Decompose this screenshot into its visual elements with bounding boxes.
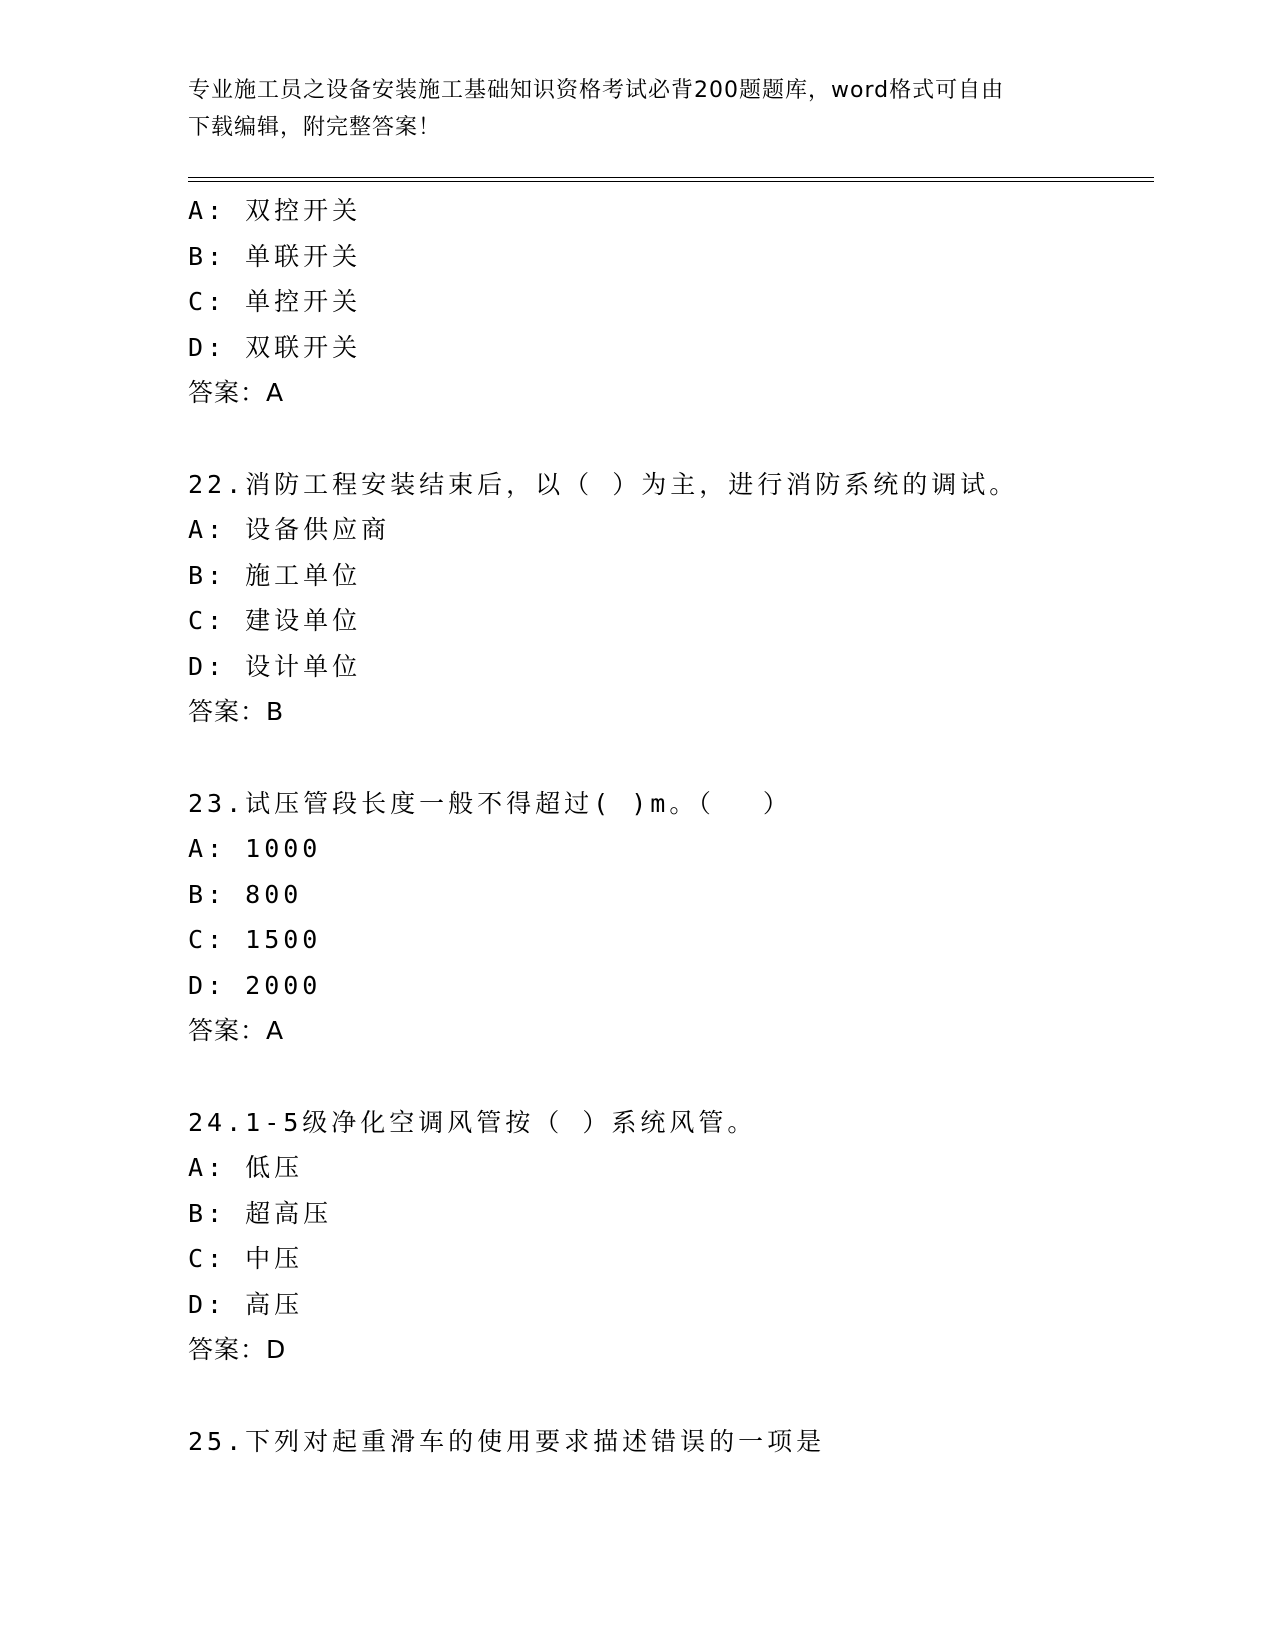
option-c: C: 单控开关 xyxy=(188,287,362,316)
option-b: B: 单联开关 xyxy=(188,241,362,271)
question-stem: 22.消防工程安装结束后，以（ ）为主，进行消防系统的调试。 xyxy=(188,469,1019,499)
option-a: A: 设备供应商 xyxy=(188,515,391,544)
question-24-block xyxy=(188,1100,1154,1373)
option-c: C: 建设单位 xyxy=(188,606,362,635)
option-c: C: 1500 xyxy=(188,925,322,954)
spacer xyxy=(188,1054,1154,1100)
header-divider-bottom xyxy=(188,181,1154,182)
answer-label: 答案：B xyxy=(188,697,285,726)
spacer xyxy=(188,416,1154,462)
header-divider-top xyxy=(188,177,1154,178)
option-a: A: 低压 xyxy=(188,1153,304,1182)
option-b: B: 施工单位 xyxy=(188,560,362,590)
question-21-block xyxy=(188,188,1154,416)
option-b: B: 800 xyxy=(188,879,303,909)
option-d: D: 设计单位 xyxy=(188,651,362,681)
option-b: B: 超高压 xyxy=(188,1198,333,1228)
option-a: A: 双控开关 xyxy=(188,196,362,225)
answer-label: 答案：D xyxy=(188,1335,287,1364)
spacer xyxy=(188,1373,1154,1419)
option-d: D: 双联开关 xyxy=(188,332,362,362)
answer-label: 答案：A xyxy=(188,1016,285,1045)
question-stem: 23.试压管段长度一般不得超过( )m。（ ） xyxy=(188,788,792,818)
header-title-line-2: 下载编辑，附完整答案！ xyxy=(188,115,442,140)
question-stem: 24.1-5级净化空调风管按（ ）系统风管。 xyxy=(188,1107,757,1137)
option-c: C: 中压 xyxy=(188,1244,304,1273)
option-d: D: 高压 xyxy=(188,1289,304,1319)
header-title-line-1: 专业施工员之设备安装施工基础知识资格考试必背200题题库，word格式可自由 xyxy=(188,78,1005,103)
question-25-block xyxy=(188,1419,1154,1465)
option-a: A: 1000 xyxy=(188,834,322,863)
question-22-block xyxy=(188,462,1154,735)
question-list xyxy=(188,188,1154,1464)
answer-label: 答案：A xyxy=(188,378,285,407)
document-header xyxy=(188,72,1068,146)
spacer xyxy=(188,735,1154,781)
question-23-block xyxy=(188,781,1154,1054)
question-stem: 25.下列对起重滑车的使用要求描述错误的一项是 xyxy=(188,1426,826,1456)
option-d: D: 2000 xyxy=(188,970,322,1000)
